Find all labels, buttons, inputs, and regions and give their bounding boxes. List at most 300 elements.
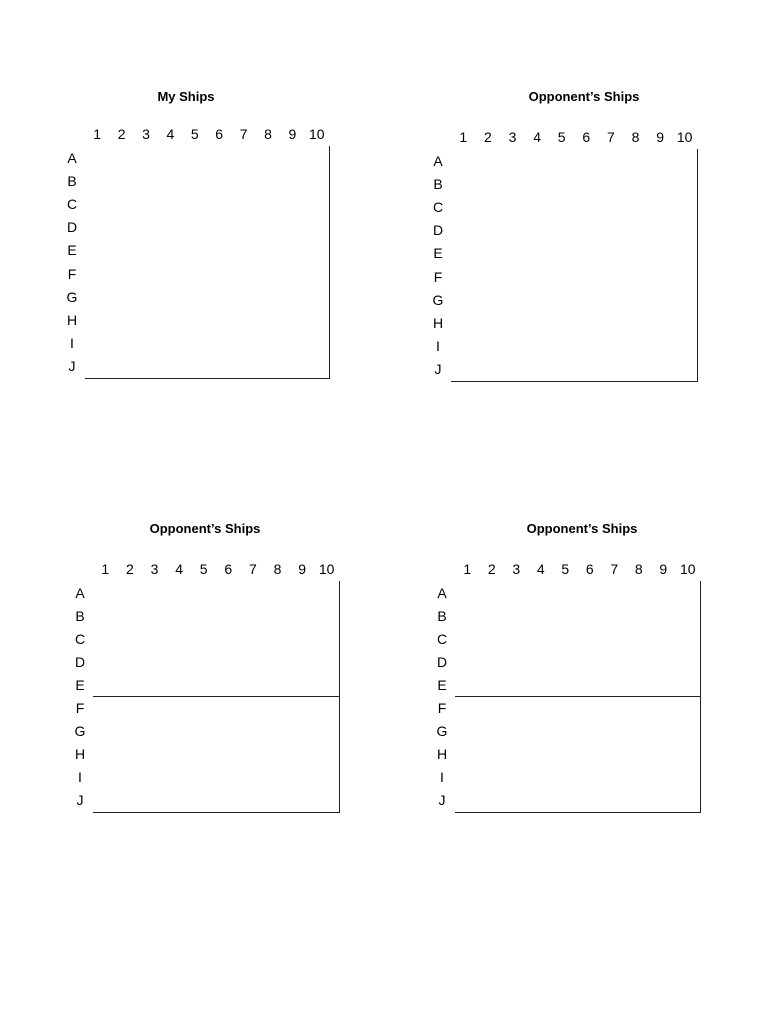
grid-cell-D5[interactable] bbox=[553, 650, 579, 674]
grid-cell-B3[interactable] bbox=[142, 604, 168, 628]
grid-cell-I1[interactable] bbox=[451, 335, 477, 359]
grid-cell-G9[interactable] bbox=[290, 720, 316, 744]
grid-cell-A10[interactable] bbox=[676, 581, 702, 605]
grid-cell-I3[interactable] bbox=[500, 335, 526, 359]
grid-cell-A1[interactable] bbox=[455, 581, 481, 605]
grid-cell-E4[interactable] bbox=[158, 239, 183, 263]
grid-cell-E7[interactable] bbox=[599, 242, 625, 266]
grid-cell-A2[interactable] bbox=[480, 581, 506, 605]
grid-cell-A4[interactable] bbox=[525, 149, 551, 173]
grid-cell-B1[interactable] bbox=[93, 604, 119, 628]
grid-cell-D8[interactable] bbox=[627, 650, 653, 674]
grid-cell-H5[interactable] bbox=[553, 743, 579, 767]
grid-cell-I7[interactable] bbox=[231, 332, 256, 356]
grid-cell-F3[interactable] bbox=[142, 697, 168, 721]
grid-cell-F4[interactable] bbox=[525, 265, 551, 289]
grid-cell-A2[interactable] bbox=[476, 149, 502, 173]
grid-cell-D10[interactable] bbox=[305, 216, 330, 240]
grid-cell-H8[interactable] bbox=[627, 743, 653, 767]
grid-cell-A10[interactable] bbox=[314, 581, 340, 605]
grid-cell-C10[interactable] bbox=[305, 192, 330, 216]
grid-cell-G7[interactable] bbox=[241, 720, 267, 744]
grid-cell-C3[interactable] bbox=[134, 192, 159, 216]
grid-cell-J10[interactable] bbox=[672, 358, 698, 382]
grid-cell-H10[interactable] bbox=[676, 743, 702, 767]
grid-cell-H1[interactable] bbox=[451, 311, 477, 335]
grid-cell-F6[interactable] bbox=[216, 697, 242, 721]
grid-cell-I1[interactable] bbox=[85, 332, 110, 356]
grid-cell-F6[interactable] bbox=[578, 697, 604, 721]
grid-cell-J5[interactable] bbox=[549, 358, 575, 382]
grid-cell-C8[interactable] bbox=[265, 627, 291, 651]
grid-cell-A8[interactable] bbox=[256, 146, 281, 170]
grid-cell-B3[interactable] bbox=[134, 169, 159, 193]
grid-cell-I10[interactable] bbox=[676, 766, 702, 790]
grid-cell-F1[interactable] bbox=[93, 697, 119, 721]
grid-cell-C7[interactable] bbox=[599, 195, 625, 219]
grid-cell-D2[interactable] bbox=[476, 219, 502, 243]
grid-cell-C4[interactable] bbox=[525, 195, 551, 219]
grid-cell-A3[interactable] bbox=[134, 146, 159, 170]
grid-cell-G10[interactable] bbox=[314, 720, 340, 744]
grid-cell-J3[interactable] bbox=[134, 355, 159, 379]
grid-cell-D2[interactable] bbox=[109, 216, 134, 240]
grid-cell-F3[interactable] bbox=[500, 265, 526, 289]
grid-cell-F5[interactable] bbox=[183, 262, 208, 286]
grid-cell-B7[interactable] bbox=[241, 604, 267, 628]
grid-cell-G10[interactable] bbox=[672, 288, 698, 312]
grid-cell-I3[interactable] bbox=[134, 332, 159, 356]
grid-cell-I5[interactable] bbox=[183, 332, 208, 356]
grid-cell-E9[interactable] bbox=[280, 239, 305, 263]
grid-cell-G9[interactable] bbox=[280, 285, 305, 309]
grid-cell-C3[interactable] bbox=[500, 195, 526, 219]
grid-cell-D10[interactable] bbox=[314, 650, 340, 674]
grid-cell-F2[interactable] bbox=[480, 697, 506, 721]
grid-cell-G6[interactable] bbox=[216, 720, 242, 744]
grid-cell-E4[interactable] bbox=[529, 673, 555, 697]
grid-cell-H8[interactable] bbox=[256, 308, 281, 332]
grid-cell-A9[interactable] bbox=[280, 146, 305, 170]
grid-cell-J8[interactable] bbox=[623, 358, 649, 382]
grid-cell-B8[interactable] bbox=[623, 172, 649, 196]
grid-cell-B1[interactable] bbox=[85, 169, 110, 193]
grid-cell-J10[interactable] bbox=[314, 789, 340, 813]
grid-cell-D6[interactable] bbox=[578, 650, 604, 674]
grid-cell-H2[interactable] bbox=[109, 308, 134, 332]
grid-cell-I10[interactable] bbox=[305, 332, 330, 356]
grid-cell-G8[interactable] bbox=[627, 720, 653, 744]
grid-cell-H9[interactable] bbox=[280, 308, 305, 332]
grid-cell-H4[interactable] bbox=[525, 311, 551, 335]
grid-cell-I2[interactable] bbox=[480, 766, 506, 790]
grid-cell-A4[interactable] bbox=[529, 581, 555, 605]
grid-cell-C9[interactable] bbox=[290, 627, 316, 651]
grid-cell-C1[interactable] bbox=[455, 627, 481, 651]
grid-cell-B4[interactable] bbox=[529, 604, 555, 628]
grid-cell-A6[interactable] bbox=[207, 146, 232, 170]
grid-cell-C7[interactable] bbox=[602, 627, 628, 651]
grid-cell-H6[interactable] bbox=[578, 743, 604, 767]
grid-cell-I4[interactable] bbox=[158, 332, 183, 356]
grid-cell-H1[interactable] bbox=[93, 743, 119, 767]
grid-cell-J1[interactable] bbox=[85, 355, 110, 379]
grid-cell-D1[interactable] bbox=[85, 216, 110, 240]
grid-cell-E3[interactable] bbox=[500, 242, 526, 266]
grid-cell-G5[interactable] bbox=[549, 288, 575, 312]
grid-cell-C6[interactable] bbox=[207, 192, 232, 216]
grid-cell-F4[interactable] bbox=[167, 697, 193, 721]
grid-cell-J2[interactable] bbox=[118, 789, 144, 813]
grid-cell-D1[interactable] bbox=[451, 219, 477, 243]
grid-cell-E9[interactable] bbox=[648, 242, 674, 266]
grid-cell-A4[interactable] bbox=[158, 146, 183, 170]
grid-cell-I7[interactable] bbox=[602, 766, 628, 790]
grid-cell-A9[interactable] bbox=[651, 581, 677, 605]
grid-cell-C7[interactable] bbox=[241, 627, 267, 651]
grid-cell-E10[interactable] bbox=[314, 673, 340, 697]
grid-cell-G6[interactable] bbox=[207, 285, 232, 309]
grid-cell-D7[interactable] bbox=[602, 650, 628, 674]
grid-cell-J3[interactable] bbox=[142, 789, 168, 813]
grid-cell-I5[interactable] bbox=[191, 766, 217, 790]
grid-cell-G10[interactable] bbox=[676, 720, 702, 744]
grid-cell-H3[interactable] bbox=[504, 743, 530, 767]
grid-cell-H4[interactable] bbox=[167, 743, 193, 767]
grid-cell-C7[interactable] bbox=[231, 192, 256, 216]
grid-cell-G7[interactable] bbox=[602, 720, 628, 744]
grid-cell-I9[interactable] bbox=[648, 335, 674, 359]
grid-cell-D8[interactable] bbox=[623, 219, 649, 243]
grid-cell-G5[interactable] bbox=[553, 720, 579, 744]
grid-cell-J4[interactable] bbox=[529, 789, 555, 813]
grid-cell-F5[interactable] bbox=[553, 697, 579, 721]
grid-cell-D6[interactable] bbox=[207, 216, 232, 240]
grid-cell-C5[interactable] bbox=[549, 195, 575, 219]
grid-cell-E3[interactable] bbox=[142, 673, 168, 697]
grid-cell-D9[interactable] bbox=[651, 650, 677, 674]
grid-cell-B10[interactable] bbox=[672, 172, 698, 196]
grid-cell-G3[interactable] bbox=[500, 288, 526, 312]
grid-cell-A9[interactable] bbox=[290, 581, 316, 605]
grid-cell-J2[interactable] bbox=[476, 358, 502, 382]
grid-cell-A10[interactable] bbox=[672, 149, 698, 173]
grid-cell-G6[interactable] bbox=[574, 288, 600, 312]
grid-cell-H9[interactable] bbox=[648, 311, 674, 335]
grid-cell-G8[interactable] bbox=[265, 720, 291, 744]
grid-cell-D9[interactable] bbox=[280, 216, 305, 240]
grid-cell-F8[interactable] bbox=[265, 697, 291, 721]
grid-cell-B2[interactable] bbox=[118, 604, 144, 628]
grid-cell-D3[interactable] bbox=[142, 650, 168, 674]
grid-cell-F1[interactable] bbox=[85, 262, 110, 286]
grid-cell-I2[interactable] bbox=[118, 766, 144, 790]
grid-cell-G3[interactable] bbox=[142, 720, 168, 744]
grid-cell-H3[interactable] bbox=[500, 311, 526, 335]
grid-cell-A3[interactable] bbox=[142, 581, 168, 605]
grid-cell-B5[interactable] bbox=[183, 169, 208, 193]
grid-cell-F10[interactable] bbox=[672, 265, 698, 289]
grid-cell-I8[interactable] bbox=[265, 766, 291, 790]
grid-cell-G2[interactable] bbox=[109, 285, 134, 309]
grid-cell-J8[interactable] bbox=[627, 789, 653, 813]
grid-cell-B4[interactable] bbox=[525, 172, 551, 196]
grid-cell-G4[interactable] bbox=[167, 720, 193, 744]
grid-cell-G4[interactable] bbox=[525, 288, 551, 312]
grid-cell-H4[interactable] bbox=[529, 743, 555, 767]
grid-cell-I9[interactable] bbox=[290, 766, 316, 790]
grid-cell-C5[interactable] bbox=[191, 627, 217, 651]
grid-cell-H6[interactable] bbox=[207, 308, 232, 332]
grid-cell-F7[interactable] bbox=[241, 697, 267, 721]
grid-cell-J8[interactable] bbox=[265, 789, 291, 813]
grid-cell-F9[interactable] bbox=[280, 262, 305, 286]
grid-cell-J6[interactable] bbox=[578, 789, 604, 813]
grid-cell-H3[interactable] bbox=[142, 743, 168, 767]
grid-cell-B2[interactable] bbox=[480, 604, 506, 628]
grid-cell-F1[interactable] bbox=[451, 265, 477, 289]
grid-cell-B10[interactable] bbox=[676, 604, 702, 628]
grid-cell-I6[interactable] bbox=[216, 766, 242, 790]
grid-cell-A8[interactable] bbox=[627, 581, 653, 605]
grid-cell-I8[interactable] bbox=[256, 332, 281, 356]
grid-cell-E9[interactable] bbox=[290, 673, 316, 697]
grid-cell-I9[interactable] bbox=[651, 766, 677, 790]
grid-cell-J4[interactable] bbox=[167, 789, 193, 813]
grid-cell-F10[interactable] bbox=[305, 262, 330, 286]
grid-cell-J6[interactable] bbox=[207, 355, 232, 379]
grid-cell-E5[interactable] bbox=[549, 242, 575, 266]
grid-cell-A7[interactable] bbox=[602, 581, 628, 605]
grid-cell-J5[interactable] bbox=[183, 355, 208, 379]
grid-cell-J5[interactable] bbox=[191, 789, 217, 813]
grid-cell-E10[interactable] bbox=[305, 239, 330, 263]
grid-cell-D1[interactable] bbox=[93, 650, 119, 674]
grid-cell-D8[interactable] bbox=[256, 216, 281, 240]
grid-cell-I2[interactable] bbox=[109, 332, 134, 356]
grid-cell-E5[interactable] bbox=[191, 673, 217, 697]
grid-cell-H9[interactable] bbox=[290, 743, 316, 767]
grid-cell-G1[interactable] bbox=[93, 720, 119, 744]
grid-cell-F9[interactable] bbox=[651, 697, 677, 721]
grid-cell-D6[interactable] bbox=[574, 219, 600, 243]
grid-cell-E6[interactable] bbox=[578, 673, 604, 697]
grid-cell-J3[interactable] bbox=[504, 789, 530, 813]
grid-cell-C3[interactable] bbox=[504, 627, 530, 651]
grid-cell-C9[interactable] bbox=[280, 192, 305, 216]
grid-cell-A9[interactable] bbox=[648, 149, 674, 173]
grid-cell-G6[interactable] bbox=[578, 720, 604, 744]
grid-cell-D3[interactable] bbox=[134, 216, 159, 240]
grid-cell-A5[interactable] bbox=[549, 149, 575, 173]
grid-cell-A6[interactable] bbox=[574, 149, 600, 173]
grid-cell-A5[interactable] bbox=[191, 581, 217, 605]
grid-cell-D5[interactable] bbox=[549, 219, 575, 243]
grid-cell-F2[interactable] bbox=[118, 697, 144, 721]
grid-cell-G3[interactable] bbox=[134, 285, 159, 309]
grid-cell-I10[interactable] bbox=[314, 766, 340, 790]
grid-cell-I2[interactable] bbox=[476, 335, 502, 359]
grid-cell-F5[interactable] bbox=[549, 265, 575, 289]
grid-cell-C1[interactable] bbox=[451, 195, 477, 219]
grid-cell-H7[interactable] bbox=[231, 308, 256, 332]
grid-cell-B10[interactable] bbox=[305, 169, 330, 193]
grid-cell-E2[interactable] bbox=[118, 673, 144, 697]
grid-cell-J1[interactable] bbox=[451, 358, 477, 382]
grid-cell-C9[interactable] bbox=[648, 195, 674, 219]
grid-cell-F6[interactable] bbox=[207, 262, 232, 286]
grid-cell-B1[interactable] bbox=[451, 172, 477, 196]
grid-cell-D4[interactable] bbox=[525, 219, 551, 243]
grid-cell-B5[interactable] bbox=[553, 604, 579, 628]
grid-cell-C2[interactable] bbox=[480, 627, 506, 651]
grid-cell-H9[interactable] bbox=[651, 743, 677, 767]
grid-cell-I5[interactable] bbox=[549, 335, 575, 359]
grid-cell-B10[interactable] bbox=[314, 604, 340, 628]
grid-cell-H4[interactable] bbox=[158, 308, 183, 332]
grid-cell-J9[interactable] bbox=[290, 789, 316, 813]
grid-cell-H2[interactable] bbox=[476, 311, 502, 335]
grid-cell-B4[interactable] bbox=[167, 604, 193, 628]
grid-cell-B9[interactable] bbox=[648, 172, 674, 196]
grid-cell-F2[interactable] bbox=[109, 262, 134, 286]
grid-cell-E10[interactable] bbox=[676, 673, 702, 697]
grid-cell-E7[interactable] bbox=[241, 673, 267, 697]
grid-cell-G4[interactable] bbox=[158, 285, 183, 309]
grid-cell-F8[interactable] bbox=[256, 262, 281, 286]
grid-cell-A7[interactable] bbox=[599, 149, 625, 173]
grid-cell-I6[interactable] bbox=[574, 335, 600, 359]
grid-cell-C4[interactable] bbox=[529, 627, 555, 651]
grid-cell-A4[interactable] bbox=[167, 581, 193, 605]
grid-cell-E6[interactable] bbox=[216, 673, 242, 697]
grid-cell-B6[interactable] bbox=[578, 604, 604, 628]
grid-cell-B5[interactable] bbox=[549, 172, 575, 196]
grid-cell-F10[interactable] bbox=[314, 697, 340, 721]
grid-cell-C1[interactable] bbox=[93, 627, 119, 651]
grid-cell-G1[interactable] bbox=[451, 288, 477, 312]
grid-cell-I10[interactable] bbox=[672, 335, 698, 359]
grid-cell-C2[interactable] bbox=[109, 192, 134, 216]
grid-cell-D6[interactable] bbox=[216, 650, 242, 674]
grid-cell-J4[interactable] bbox=[525, 358, 551, 382]
grid-cell-F7[interactable] bbox=[231, 262, 256, 286]
grid-cell-I6[interactable] bbox=[207, 332, 232, 356]
grid-cell-G1[interactable] bbox=[455, 720, 481, 744]
grid-cell-C10[interactable] bbox=[676, 627, 702, 651]
grid-cell-A3[interactable] bbox=[500, 149, 526, 173]
grid-cell-H7[interactable] bbox=[241, 743, 267, 767]
grid-cell-H3[interactable] bbox=[134, 308, 159, 332]
grid-cell-H5[interactable] bbox=[183, 308, 208, 332]
grid-cell-F8[interactable] bbox=[627, 697, 653, 721]
grid-cell-B3[interactable] bbox=[500, 172, 526, 196]
grid-cell-I4[interactable] bbox=[525, 335, 551, 359]
grid-cell-B9[interactable] bbox=[290, 604, 316, 628]
grid-cell-H2[interactable] bbox=[118, 743, 144, 767]
grid-cell-J6[interactable] bbox=[574, 358, 600, 382]
grid-cell-A5[interactable] bbox=[183, 146, 208, 170]
grid-cell-H5[interactable] bbox=[191, 743, 217, 767]
grid-cell-G8[interactable] bbox=[623, 288, 649, 312]
grid-cell-C10[interactable] bbox=[314, 627, 340, 651]
grid-cell-B7[interactable] bbox=[602, 604, 628, 628]
grid-cell-J9[interactable] bbox=[280, 355, 305, 379]
grid-cell-J3[interactable] bbox=[500, 358, 526, 382]
grid-cell-E7[interactable] bbox=[602, 673, 628, 697]
grid-cell-H8[interactable] bbox=[623, 311, 649, 335]
grid-cell-H6[interactable] bbox=[216, 743, 242, 767]
grid-cell-D2[interactable] bbox=[480, 650, 506, 674]
grid-cell-F5[interactable] bbox=[191, 697, 217, 721]
grid-cell-C8[interactable] bbox=[627, 627, 653, 651]
grid-cell-A7[interactable] bbox=[241, 581, 267, 605]
grid-cell-E3[interactable] bbox=[504, 673, 530, 697]
grid-cell-B6[interactable] bbox=[216, 604, 242, 628]
grid-cell-A2[interactable] bbox=[109, 146, 134, 170]
grid-cell-H6[interactable] bbox=[574, 311, 600, 335]
grid-cell-B2[interactable] bbox=[109, 169, 134, 193]
grid-cell-A10[interactable] bbox=[305, 146, 330, 170]
grid-cell-G2[interactable] bbox=[118, 720, 144, 744]
grid-cell-I9[interactable] bbox=[280, 332, 305, 356]
grid-cell-J2[interactable] bbox=[109, 355, 134, 379]
grid-cell-A7[interactable] bbox=[231, 146, 256, 170]
grid-cell-C2[interactable] bbox=[118, 627, 144, 651]
grid-cell-F10[interactable] bbox=[676, 697, 702, 721]
grid-cell-B7[interactable] bbox=[231, 169, 256, 193]
grid-cell-G7[interactable] bbox=[599, 288, 625, 312]
grid-cell-I3[interactable] bbox=[504, 766, 530, 790]
grid-cell-A6[interactable] bbox=[578, 581, 604, 605]
grid-cell-C2[interactable] bbox=[476, 195, 502, 219]
grid-cell-E6[interactable] bbox=[207, 239, 232, 263]
grid-cell-C4[interactable] bbox=[167, 627, 193, 651]
grid-cell-C1[interactable] bbox=[85, 192, 110, 216]
grid-cell-C8[interactable] bbox=[256, 192, 281, 216]
grid-cell-D7[interactable] bbox=[599, 219, 625, 243]
grid-cell-D4[interactable] bbox=[167, 650, 193, 674]
grid-cell-F3[interactable] bbox=[504, 697, 530, 721]
grid-cell-D5[interactable] bbox=[191, 650, 217, 674]
grid-cell-H7[interactable] bbox=[602, 743, 628, 767]
grid-cell-J10[interactable] bbox=[305, 355, 330, 379]
grid-cell-J5[interactable] bbox=[553, 789, 579, 813]
grid-cell-C5[interactable] bbox=[183, 192, 208, 216]
grid-cell-C3[interactable] bbox=[142, 627, 168, 651]
grid-cell-C10[interactable] bbox=[672, 195, 698, 219]
grid-cell-D5[interactable] bbox=[183, 216, 208, 240]
grid-cell-J7[interactable] bbox=[231, 355, 256, 379]
grid-cell-F6[interactable] bbox=[574, 265, 600, 289]
grid-cell-C6[interactable] bbox=[574, 195, 600, 219]
grid-cell-G2[interactable] bbox=[480, 720, 506, 744]
grid-cell-D10[interactable] bbox=[672, 219, 698, 243]
grid-cell-A1[interactable] bbox=[451, 149, 477, 173]
grid-cell-J6[interactable] bbox=[216, 789, 242, 813]
grid-cell-E10[interactable] bbox=[672, 242, 698, 266]
grid-cell-H2[interactable] bbox=[480, 743, 506, 767]
grid-cell-F1[interactable] bbox=[455, 697, 481, 721]
grid-cell-A1[interactable] bbox=[93, 581, 119, 605]
grid-cell-J9[interactable] bbox=[651, 789, 677, 813]
grid-cell-D3[interactable] bbox=[500, 219, 526, 243]
grid-cell-I7[interactable] bbox=[599, 335, 625, 359]
grid-cell-E2[interactable] bbox=[480, 673, 506, 697]
grid-cell-I3[interactable] bbox=[142, 766, 168, 790]
grid-cell-G8[interactable] bbox=[256, 285, 281, 309]
grid-cell-G5[interactable] bbox=[191, 720, 217, 744]
